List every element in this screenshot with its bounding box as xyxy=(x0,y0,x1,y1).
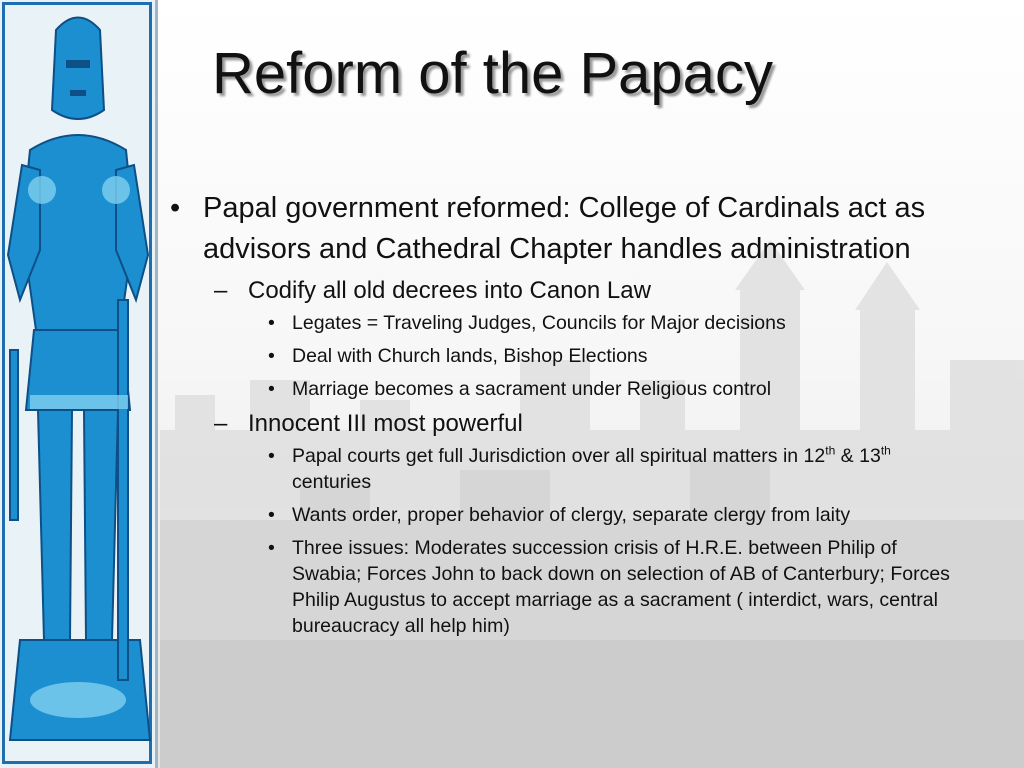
sub-sub-bullet-text: Deal with Church lands, Bishop Elections xyxy=(292,345,648,367)
sub-sub-bullet xyxy=(170,502,970,528)
slide-body xyxy=(170,188,970,646)
sub-bullet-codify xyxy=(170,276,970,306)
sub-sub-bullet xyxy=(170,310,970,336)
bullet-text: Papal government reformed: College of Cardinals act as advisors and Cathedral Chapter handles administration xyxy=(203,192,926,265)
text-part: & 13 xyxy=(835,445,881,467)
bullet-mark: • xyxy=(268,504,275,526)
knight-illustration-panel xyxy=(0,0,158,768)
sub-bullet-text: Codify all old decrees into Canon Law xyxy=(248,277,651,304)
bullet-level-1 xyxy=(170,188,970,270)
sub-sub-bullet-text: Legates = Traveling Judges, Councils for Major decisions xyxy=(292,312,786,334)
dash-mark: – xyxy=(214,277,228,304)
sub-sub-bullet xyxy=(170,443,970,495)
slide-title: Reform of the Papacy xyxy=(212,41,773,106)
sub-bullet-text: Innocent III most powerful xyxy=(248,410,523,437)
bullet-mark: • xyxy=(268,378,275,400)
dash-mark: – xyxy=(214,410,228,437)
bullet-mark: • xyxy=(268,345,275,367)
superscript: th xyxy=(825,443,836,458)
bullet-mark: • xyxy=(268,445,275,467)
sub-sub-bullet xyxy=(170,376,970,402)
sub-sub-bullet-text: Wants order, proper behavior of clergy, separate clergy from laity xyxy=(292,504,851,526)
sub-sub-bullet-text: Marriage becomes a sacrament under Religious control xyxy=(292,378,772,400)
sub-sub-bullet-text xyxy=(292,445,891,493)
bullet-mark: • xyxy=(268,537,275,559)
bullet-mark: • xyxy=(170,192,181,224)
sub-bullet-innocent xyxy=(170,409,970,439)
superscript: th xyxy=(880,443,891,458)
sub-sub-bullet xyxy=(170,535,970,639)
text-part: Papal courts get full Jurisdiction over all spiritual matters in 12 xyxy=(292,445,826,467)
bullet-mark: • xyxy=(268,312,275,334)
knight-figure-image xyxy=(0,0,158,768)
sub-sub-bullet-text: Three issues: Moderates succession crisis of H.R.E. between Philip of Swabia; Forces John to back down on selection of AB of Canterbury; Forces Philip Augustus to accept marriage as a sacrament ( interdict, wars, central bureaucracy all help him) xyxy=(292,537,950,637)
text-part: centuries xyxy=(292,471,372,493)
sub-sub-bullet xyxy=(170,343,970,369)
